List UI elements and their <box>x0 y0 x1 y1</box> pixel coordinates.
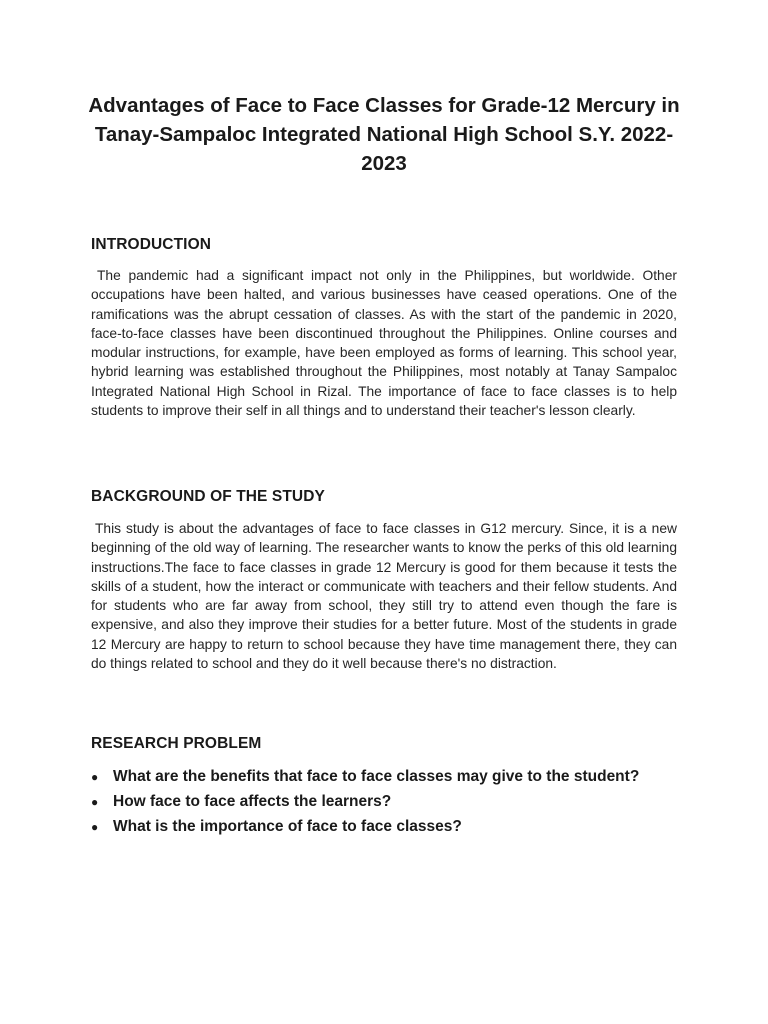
background-paragraph: This study is about the advantages of face to face classes in G12 mercury. Since, it is a new beginning of the old way of learning. The researcher wants to know the perks of this old learning instructions.The face to face classes in grade 12 Mercury is good for them because it tests the skills of a student, how the interact or communicate with teachers and their fellow students. And for students who are far away from school, they still try to attend even though the fare is expensive, and also they improve their studies for a better future. Most of the students in grade 12 Mercury are happy to return to school because they have time management there, they can do things related to school and they do it well because there's no distraction. <box>91 521 677 672</box>
document-title: Advantages of Face to Face Classes for Grade-12 Mercury in Tanay-Sampaloc Integrated National High School S.Y. 2022-2023 <box>88 94 680 175</box>
bullet-icon: ● <box>91 770 99 784</box>
list-item <box>91 766 677 788</box>
research-question-text: How face to face affects the learners? <box>113 793 392 810</box>
background-heading: BACKGROUND OF THE STUDY <box>91 488 325 505</box>
bullet-icon: ● <box>91 820 99 834</box>
list-item <box>91 816 677 838</box>
research-problem-list <box>91 766 677 841</box>
research-question-text: What are the benefits that face to face classes may give to the student? <box>113 768 640 785</box>
research-problem-heading: RESEARCH PROBLEM <box>91 735 262 752</box>
bullet-icon: ● <box>91 795 99 809</box>
list-item <box>91 791 677 813</box>
research-question-text: What is the importance of face to face classes? <box>113 818 462 835</box>
introduction-paragraph: The pandemic had a significant impact not only in the Philippines, but worldwide. Other occupations have been halted, and various businesses have ceased operations. One of the ramifications was the abrupt cessation of classes. As with the start of the pandemic in 2020, face-to-face classes have been discontinued throughout the Philippines. Online courses and modular instructions, for example, have been employed as forms of learning. This school year, hybrid learning was established throughout the Philippines, most notably at Tanay Sampaloc Integrated National High School in Rizal. The importance of face to face classes is to help students to improve their self in all things and to understand their teacher's lesson clearly. <box>91 268 677 419</box>
introduction-heading: INTRODUCTION <box>91 236 212 253</box>
